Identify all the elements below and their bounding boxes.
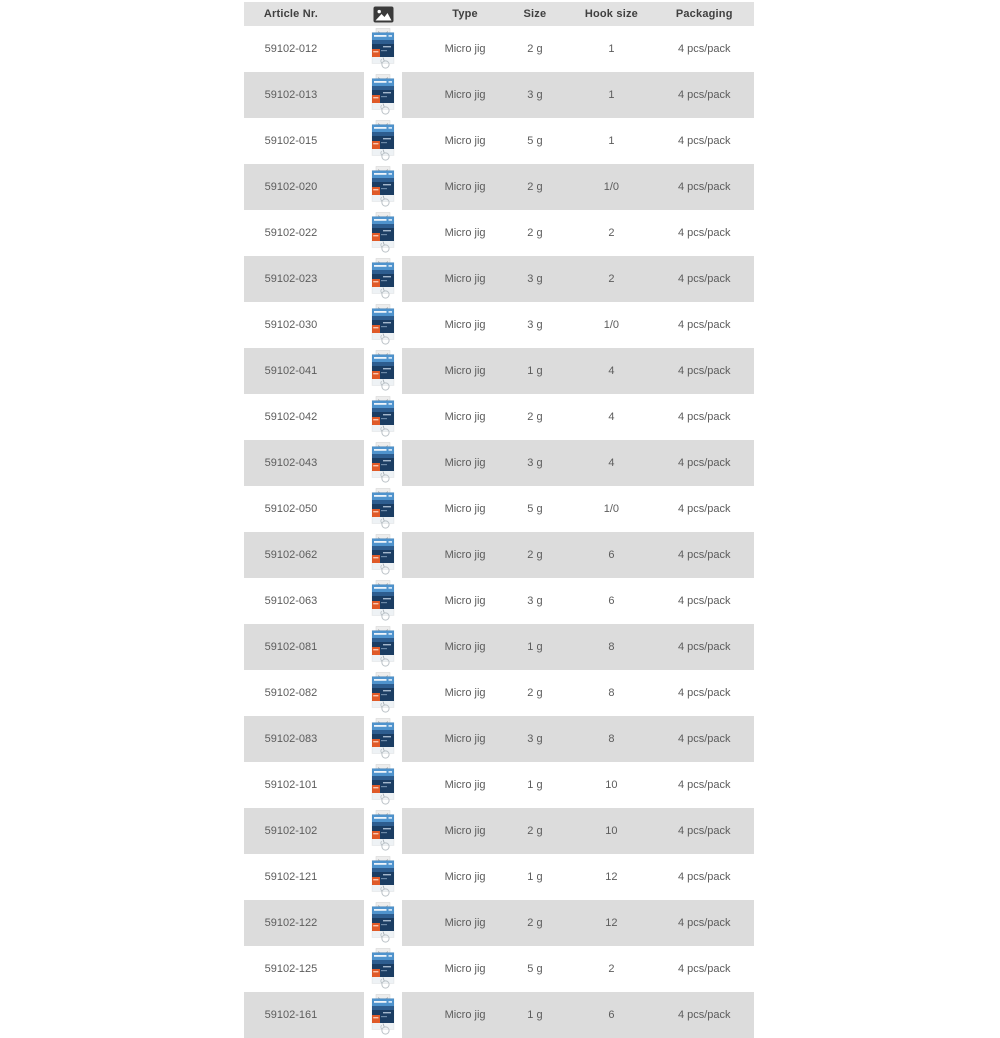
cell-type: Micro jig	[429, 256, 502, 302]
cell-packaging: 4 pcs/pack	[655, 670, 755, 716]
product-thumbnail	[364, 946, 402, 992]
cell-size: 1 g	[502, 762, 569, 808]
cell-type: Micro jig	[429, 72, 502, 118]
product-thumbnail	[364, 532, 402, 578]
cell-type: Micro jig	[429, 118, 502, 164]
cell-packaging: 4 pcs/pack	[655, 302, 755, 348]
cell-hook: 4	[568, 440, 654, 486]
cell-size: 3 g	[502, 302, 569, 348]
table-header-row	[244, 2, 754, 26]
cell-article: 59102-082	[244, 670, 338, 716]
cell-type: Micro jig	[429, 992, 502, 1038]
product-thumbnail	[364, 302, 402, 348]
table-row	[244, 670, 754, 716]
cell-packaging: 4 pcs/pack	[655, 26, 755, 72]
cell-image	[338, 532, 429, 578]
cell-type: Micro jig	[429, 486, 502, 532]
cell-article: 59102-020	[244, 164, 338, 210]
cell-packaging: 4 pcs/pack	[655, 394, 755, 440]
cell-article: 59102-041	[244, 348, 338, 394]
cell-size: 2 g	[502, 164, 569, 210]
table-row	[244, 854, 754, 900]
cell-packaging: 4 pcs/pack	[655, 992, 755, 1038]
cell-image	[338, 164, 429, 210]
product-thumbnail	[364, 716, 402, 762]
cell-type: Micro jig	[429, 440, 502, 486]
product-thumbnail	[364, 808, 402, 854]
table-row	[244, 716, 754, 762]
cell-image	[338, 26, 429, 72]
cell-type: Micro jig	[429, 808, 502, 854]
cell-image	[338, 762, 429, 808]
cell-article: 59102-013	[244, 72, 338, 118]
cell-hook: 6	[568, 532, 654, 578]
cell-type: Micro jig	[429, 716, 502, 762]
cell-article: 59102-122	[244, 900, 338, 946]
cell-packaging: 4 pcs/pack	[655, 854, 755, 900]
product-thumbnail	[364, 256, 402, 302]
cell-article: 59102-161	[244, 992, 338, 1038]
table-row	[244, 72, 754, 118]
cell-article: 59102-125	[244, 946, 338, 992]
cell-image	[338, 486, 429, 532]
table-row	[244, 164, 754, 210]
cell-article: 59102-102	[244, 808, 338, 854]
cell-hook: 1/0	[568, 486, 654, 532]
cell-packaging: 4 pcs/pack	[655, 164, 755, 210]
cell-type: Micro jig	[429, 946, 502, 992]
product-thumbnail	[364, 992, 402, 1038]
cell-size: 2 g	[502, 210, 569, 256]
cell-image	[338, 440, 429, 486]
cell-type: Micro jig	[429, 348, 502, 394]
cell-size: 3 g	[502, 440, 569, 486]
cell-article: 59102-043	[244, 440, 338, 486]
cell-hook: 1/0	[568, 164, 654, 210]
cell-hook: 6	[568, 578, 654, 624]
cell-type: Micro jig	[429, 578, 502, 624]
cell-size: 2 g	[502, 26, 569, 72]
cell-packaging: 4 pcs/pack	[655, 762, 755, 808]
cell-image	[338, 256, 429, 302]
table-body	[244, 26, 754, 1038]
table-row	[244, 302, 754, 348]
cell-article: 59102-030	[244, 302, 338, 348]
cell-image	[338, 348, 429, 394]
column-header-type: Type	[429, 2, 502, 26]
cell-size: 1 g	[502, 992, 569, 1038]
cell-image	[338, 716, 429, 762]
cell-type: Micro jig	[429, 164, 502, 210]
cell-packaging: 4 pcs/pack	[655, 578, 755, 624]
cell-article: 59102-062	[244, 532, 338, 578]
cell-packaging: 4 pcs/pack	[655, 486, 755, 532]
cell-article: 59102-022	[244, 210, 338, 256]
cell-size: 5 g	[502, 946, 569, 992]
column-header-packaging: Packaging	[655, 2, 755, 26]
cell-hook: 12	[568, 854, 654, 900]
cell-hook: 8	[568, 716, 654, 762]
product-thumbnail	[364, 900, 402, 946]
table-row	[244, 486, 754, 532]
cell-image	[338, 210, 429, 256]
cell-type: Micro jig	[429, 532, 502, 578]
product-thumbnail	[364, 670, 402, 716]
cell-image	[338, 946, 429, 992]
table-row	[244, 394, 754, 440]
cell-hook: 8	[568, 670, 654, 716]
cell-image	[338, 394, 429, 440]
cell-article: 59102-012	[244, 26, 338, 72]
cell-image	[338, 578, 429, 624]
cell-packaging: 4 pcs/pack	[655, 72, 755, 118]
cell-article: 59102-121	[244, 854, 338, 900]
table-row	[244, 762, 754, 808]
product-thumbnail	[364, 118, 402, 164]
cell-image	[338, 670, 429, 716]
cell-size: 3 g	[502, 716, 569, 762]
cell-size: 3 g	[502, 256, 569, 302]
cell-hook: 2	[568, 210, 654, 256]
product-thumbnail	[364, 486, 402, 532]
product-thumbnail	[364, 72, 402, 118]
product-thumbnail	[364, 762, 402, 808]
cell-article: 59102-101	[244, 762, 338, 808]
column-header-size: Size	[502, 2, 569, 26]
cell-packaging: 4 pcs/pack	[655, 348, 755, 394]
cell-article: 59102-023	[244, 256, 338, 302]
cell-type: Micro jig	[429, 26, 502, 72]
table-row	[244, 26, 754, 72]
cell-image	[338, 900, 429, 946]
cell-size: 2 g	[502, 900, 569, 946]
cell-size: 3 g	[502, 578, 569, 624]
product-thumbnail	[364, 210, 402, 256]
table-row	[244, 900, 754, 946]
cell-size: 1 g	[502, 854, 569, 900]
cell-packaging: 4 pcs/pack	[655, 946, 755, 992]
cell-packaging: 4 pcs/pack	[655, 118, 755, 164]
cell-hook: 6	[568, 992, 654, 1038]
cell-article: 59102-081	[244, 624, 338, 670]
cell-article: 59102-015	[244, 118, 338, 164]
cell-hook: 10	[568, 808, 654, 854]
table-row	[244, 808, 754, 854]
cell-type: Micro jig	[429, 670, 502, 716]
cell-hook: 1/0	[568, 302, 654, 348]
cell-image	[338, 808, 429, 854]
image-icon	[373, 6, 394, 23]
cell-image	[338, 118, 429, 164]
cell-hook: 1	[568, 72, 654, 118]
cell-packaging: 4 pcs/pack	[655, 716, 755, 762]
cell-hook: 4	[568, 348, 654, 394]
cell-size: 2 g	[502, 532, 569, 578]
cell-hook: 8	[568, 624, 654, 670]
cell-hook: 2	[568, 946, 654, 992]
cell-article: 59102-063	[244, 578, 338, 624]
cell-image	[338, 854, 429, 900]
cell-hook: 4	[568, 394, 654, 440]
product-thumbnail	[364, 394, 402, 440]
cell-packaging: 4 pcs/pack	[655, 900, 755, 946]
table-row	[244, 210, 754, 256]
cell-hook: 2	[568, 256, 654, 302]
table-row	[244, 118, 754, 164]
cell-hook: 1	[568, 26, 654, 72]
cell-type: Micro jig	[429, 900, 502, 946]
cell-type: Micro jig	[429, 394, 502, 440]
column-header-hook: Hook size	[568, 2, 654, 26]
product-thumbnail	[364, 624, 402, 670]
cell-image	[338, 302, 429, 348]
cell-size: 2 g	[502, 670, 569, 716]
cell-type: Micro jig	[429, 624, 502, 670]
product-thumbnail	[364, 440, 402, 486]
cell-packaging: 4 pcs/pack	[655, 256, 755, 302]
table-row	[244, 348, 754, 394]
product-thumbnail	[364, 578, 402, 624]
cell-packaging: 4 pcs/pack	[655, 624, 755, 670]
product-thumbnail	[364, 164, 402, 210]
cell-packaging: 4 pcs/pack	[655, 532, 755, 578]
cell-size: 3 g	[502, 72, 569, 118]
cell-packaging: 4 pcs/pack	[655, 210, 755, 256]
table-row	[244, 946, 754, 992]
cell-article: 59102-050	[244, 486, 338, 532]
table-row	[244, 440, 754, 486]
column-header-article: Article Nr.	[244, 2, 338, 26]
cell-image	[338, 72, 429, 118]
product-thumbnail	[364, 348, 402, 394]
cell-size: 1 g	[502, 624, 569, 670]
cell-size: 2 g	[502, 394, 569, 440]
cell-image	[338, 624, 429, 670]
cell-type: Micro jig	[429, 210, 502, 256]
cell-type: Micro jig	[429, 762, 502, 808]
table-row	[244, 624, 754, 670]
cell-image	[338, 992, 429, 1038]
cell-hook: 1	[568, 118, 654, 164]
table-header	[244, 2, 754, 26]
product-thumbnail	[364, 854, 402, 900]
cell-packaging: 4 pcs/pack	[655, 808, 755, 854]
cell-article: 59102-042	[244, 394, 338, 440]
table-row	[244, 532, 754, 578]
cell-hook: 10	[568, 762, 654, 808]
table-row	[244, 578, 754, 624]
table-row	[244, 992, 754, 1038]
cell-size: 2 g	[502, 808, 569, 854]
cell-type: Micro jig	[429, 302, 502, 348]
table-row	[244, 256, 754, 302]
product-thumbnail	[364, 26, 402, 72]
column-header-image	[338, 2, 429, 26]
cell-type: Micro jig	[429, 854, 502, 900]
product-spec-table	[244, 2, 754, 1038]
cell-size: 5 g	[502, 486, 569, 532]
cell-size: 5 g	[502, 118, 569, 164]
cell-packaging: 4 pcs/pack	[655, 440, 755, 486]
cell-size: 1 g	[502, 348, 569, 394]
cell-article: 59102-083	[244, 716, 338, 762]
cell-hook: 12	[568, 900, 654, 946]
